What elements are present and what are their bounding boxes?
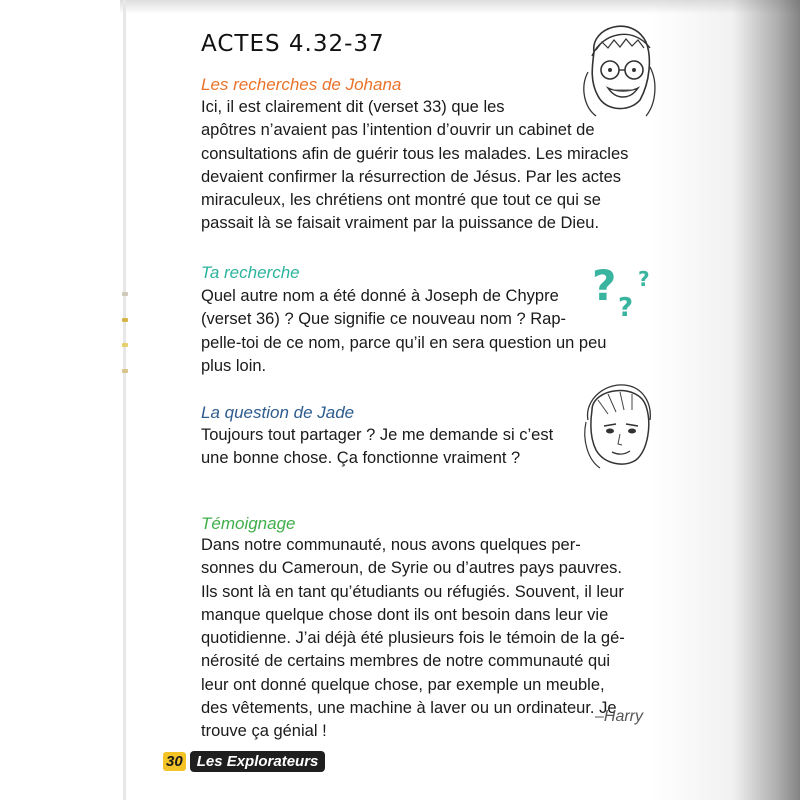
margin-tab: [122, 369, 128, 373]
jade-portrait-icon: [578, 380, 656, 470]
paragraph-line: miraculeux, les chrétiens ont montré que tout ce qui se: [201, 191, 601, 210]
paragraph-line: des vêtements, une machine à laver ou un ordinateur. Je: [201, 699, 617, 718]
paragraph-line: consultations afin de guérir tous les malades. Les miracles: [201, 144, 629, 163]
johana-heading: Les recherches de Johana: [201, 75, 402, 94]
ta-recherche-paragraph: [201, 285, 606, 378]
jade-paragraph: [201, 424, 553, 471]
paragraph-line: quotidienne. J’ai déjà été plusieurs fois le témoin de la gé-: [201, 629, 625, 648]
series-name: Les Explorateurs: [190, 751, 326, 772]
margin-tab: [122, 343, 128, 347]
page-number: 30: [163, 752, 186, 771]
paragraph-line: Ils sont là en tant qu’étudiants ou réfugiés. Souvent, il leur: [201, 582, 624, 601]
margin-tab: [122, 292, 128, 296]
paragraph-line: passait là se faisait vraiment par la puissance de Dieu.: [201, 214, 600, 233]
testimony-signature: –Harry: [595, 708, 644, 725]
paragraph-line: (verset 36) ? Que signifie ce nouveau nom ? Rap-: [201, 310, 567, 329]
johana-paragraph: [201, 96, 628, 236]
paragraph-line: trouve ça génial !: [201, 722, 327, 741]
temoignage-heading: Témoignage: [201, 514, 296, 533]
svg-text:?: ?: [592, 261, 617, 310]
paragraph-line: sonnes du Cameroun, de Syrie ou d’autres pays pauvres.: [201, 559, 622, 578]
paragraph-line: pelle-toi de ce nom, parce qu’il en sera question un peu: [201, 333, 607, 352]
page-title: ACTES 4.32-37: [201, 31, 385, 57]
page-gutter-line: [123, 0, 126, 800]
temoignage-paragraph: [201, 534, 625, 744]
paragraph-line: manque quelque chose dont ils ont besoin dans leur vie: [201, 605, 609, 624]
svg-text:?: ?: [638, 267, 650, 291]
paragraph-line: Toujours tout partager ? Je me demande si c’est: [201, 426, 554, 444]
margin-tab: [122, 318, 128, 322]
paragraph-line: Quel autre nom a été donné à Joseph de Chypre: [201, 287, 559, 305]
paragraph-line: nérosité de certains membres de notre communauté qui: [201, 652, 611, 671]
paragraph-line: apôtres n’avaient pas l’intention d’ouvrir un cabinet de: [201, 121, 595, 140]
paragraph-line: leur ont donné quelque chose, par exemple un meuble,: [201, 675, 605, 694]
paragraph-line: une bonne chose. Ça fonctionne vraiment ?: [201, 449, 521, 468]
svg-text:?: ?: [618, 293, 634, 323]
paragraph-line: devaient confirmer la résurrection de Jésus. Par les actes: [201, 167, 622, 186]
ta-recherche-heading: Ta recherche: [201, 263, 300, 282]
paragraph-line: Ici, il est clairement dit (verset 33) que les: [201, 98, 505, 116]
page-edge-shadow: [650, 0, 800, 800]
paragraph-line: Dans notre communauté, nous avons quelques per-: [201, 536, 581, 554]
page-footer: [163, 748, 325, 774]
jade-heading: La question de Jade: [201, 403, 355, 422]
paragraph-line: plus loin.: [201, 356, 267, 375]
